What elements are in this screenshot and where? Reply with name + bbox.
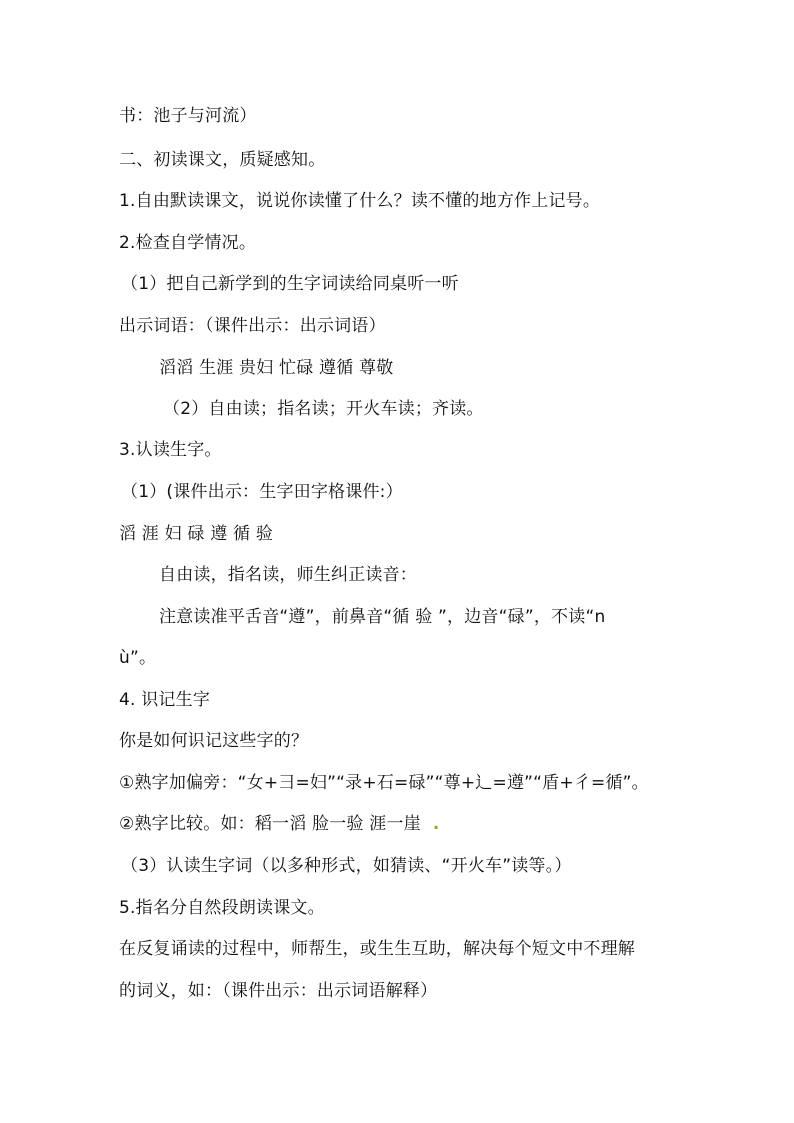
character-list: 滔 涯 妇 碌 遵 循 验 [119,524,274,544]
text-line-9: 3.认读生字。 [119,440,222,460]
text-line-3: 1.自由默读课文，说说你读懂了什么？读不懂的地方作上记号。 [119,191,601,211]
text-line-8: （2）自由读；指名读；开火车读；齐读。 [163,399,484,419]
text-line-18 [119,812,440,836]
text-line-18-content: ②熟字比较。如：稻一滔 脸一验 涯一崖 [119,814,421,834]
text-line-14: ù”。 [119,648,157,668]
text-line-10: （1）(课件出示：生字田字格课件:） [121,482,403,502]
text-line-17: ①熟字加偏旁：“女+彐=妇”“录+石=碌”“尊+辶=遵”“盾+彳=循”。 [119,773,649,793]
text-line-16: 你是如何识记这些字的？ [119,731,309,751]
text-line-12: 自由读，指名读，师生纠正读音： [159,565,417,585]
text-line-6: 出示词语：（课件出示：出示词语） [119,316,386,336]
text-line-15: 4. 识记生字 [119,690,211,710]
text-line-22: 的词义，如：（课件出示：出示词语解释） [119,981,438,1001]
text-line-4: 2.检查自学情况。 [119,233,257,253]
text-line-1: 书：池子与河流） [119,106,257,126]
vocabulary-list: 滔滔 生涯 贵妇 忙碌 遵循 尊敬 [159,358,394,378]
text-line-21: 在反复诵读的过程中，师帮生，或生生互助，解决每个短文中不理解 [119,939,635,959]
text-line-19: （3）认读生字词（以多种形式，如猜读、“开火车”读等。） [121,856,572,876]
section-heading: 二、初读课文，质疑感知。 [119,150,326,170]
text-line-5: （1）把自己新学到的生字词读给同桌听一听 [121,274,459,294]
text-line-20: 5.指名分自然段朗读课文。 [119,898,325,918]
highlight-dot: . [432,814,440,834]
text-line-13: 注意读准平舌音“遵”，前鼻音“循 验 ”，边音“碌”，不读“n [159,607,606,627]
